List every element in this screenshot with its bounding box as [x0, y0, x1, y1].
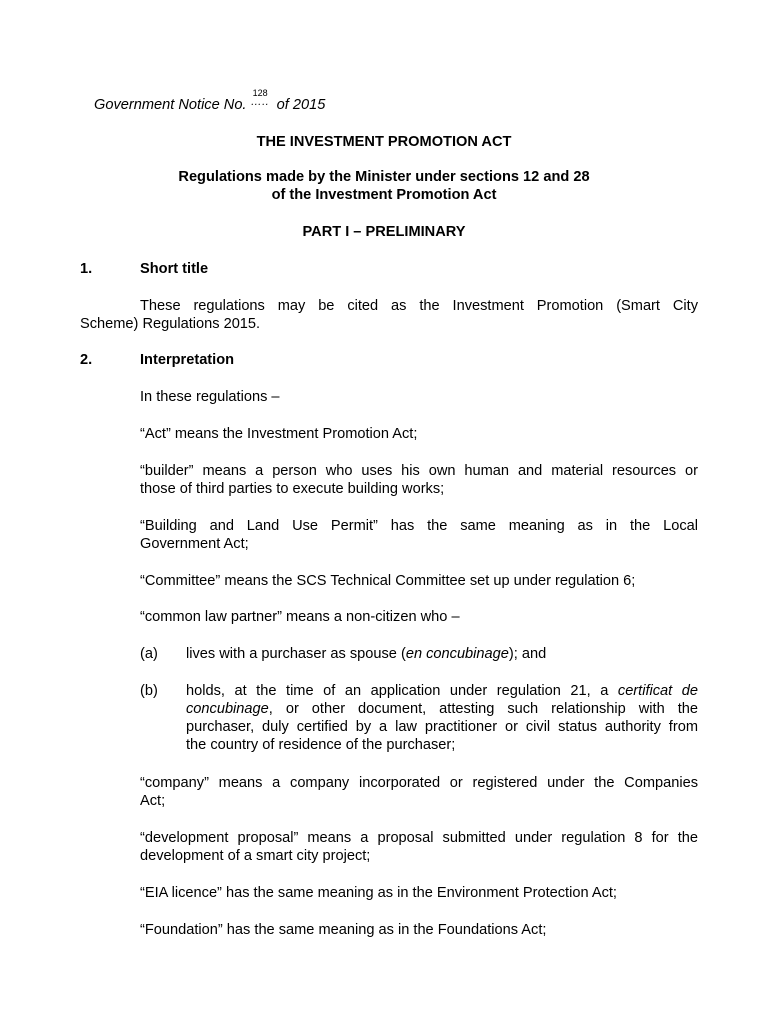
company-line-1: “company” means a company incorporated or registered under the Companies [140, 775, 698, 791]
builder-line-1: “builder” means a person who uses his own human and material resources or [140, 463, 698, 479]
definition-eia-licence: “EIA licence” has the same meaning as in the Environment Protection Act; [140, 885, 617, 901]
definition-development-proposal [140, 829, 698, 865]
item-b-line-1 [186, 682, 698, 700]
definition-company [140, 774, 698, 810]
short-title-line-2: Scheme) Regulations 2015. [80, 316, 261, 332]
company-line-2: Act; [140, 793, 166, 809]
definition-foundation: “Foundation” has the same meaning as in the Foundations Act; [140, 922, 547, 938]
item-b-line-4: the country of residence of the purchaser; [186, 737, 456, 753]
definition-common-law-partner: “common law partner” means a non-citizen who – [140, 609, 460, 625]
definition-committee: “Committee” means the SCS Technical Committee set up under regulation 6; [140, 573, 636, 589]
definition-act: “Act” means the Investment Promotion Act; [140, 426, 418, 442]
item-a-italic: en concubinage [405, 646, 509, 662]
definition-building-permit [140, 517, 698, 553]
permit-line-1: “Building and Land Use Permit” has the same meaning as in the Local [140, 518, 698, 534]
item-b-label: (b) [140, 683, 158, 699]
dev-line-2: development of a smart city project; [140, 848, 371, 864]
subtitle-line-2: of the Investment Promotion Act [271, 187, 497, 203]
item-b-line-2-italic: concubinage [186, 701, 269, 717]
item-b-line-1-pre: holds, at the time of an application under regulation 21, a [186, 683, 609, 699]
item-a-text [186, 645, 546, 663]
subtitle-line-1: Regulations made by the Minister under sections 12 and 28 [178, 169, 590, 185]
item-b-line-2 [186, 700, 698, 718]
item-b-line-1-italic: certificat de [617, 683, 698, 699]
item-a-pre: lives with a purchaser as spouse ( [186, 646, 406, 662]
definition-builder [140, 462, 698, 498]
notice-suffix: of 2015 [276, 97, 326, 113]
government-notice-line [94, 88, 326, 114]
item-a-label: (a) [140, 646, 158, 662]
builder-line-2: those of third parties to execute building works; [140, 481, 445, 497]
permit-line-2: Government Act; [140, 536, 249, 552]
notice-dots: ….. [250, 96, 270, 108]
notice-number-field [250, 88, 273, 109]
section-1-number: 1. [80, 261, 93, 277]
notice-number: 128 [252, 88, 268, 98]
item-b-line-3: purchaser, duly certified by a law practitioner or civil status authority from [186, 719, 698, 735]
act-title: THE INVESTMENT PROMOTION ACT [256, 134, 512, 150]
short-title-paragraph [80, 297, 698, 333]
short-title-line-1: These regulations may be cited as the Investment Promotion (Smart City [140, 298, 698, 314]
notice-prefix: Government Notice No. [94, 97, 247, 113]
section-1-title: Short title [140, 261, 209, 277]
section-2-number: 2. [80, 352, 93, 368]
interpretation-intro: In these regulations – [140, 389, 280, 405]
item-b-line-2-post: , or other document, attesting such relationship with the [268, 701, 698, 717]
item-b-text [186, 682, 698, 754]
dev-line-1: “development proposal” means a proposal submitted under regulation 8 for the [140, 830, 698, 846]
item-a-post: ); and [508, 646, 547, 662]
part-heading: PART I – PRELIMINARY [302, 224, 466, 240]
section-2-title: Interpretation [140, 352, 235, 368]
